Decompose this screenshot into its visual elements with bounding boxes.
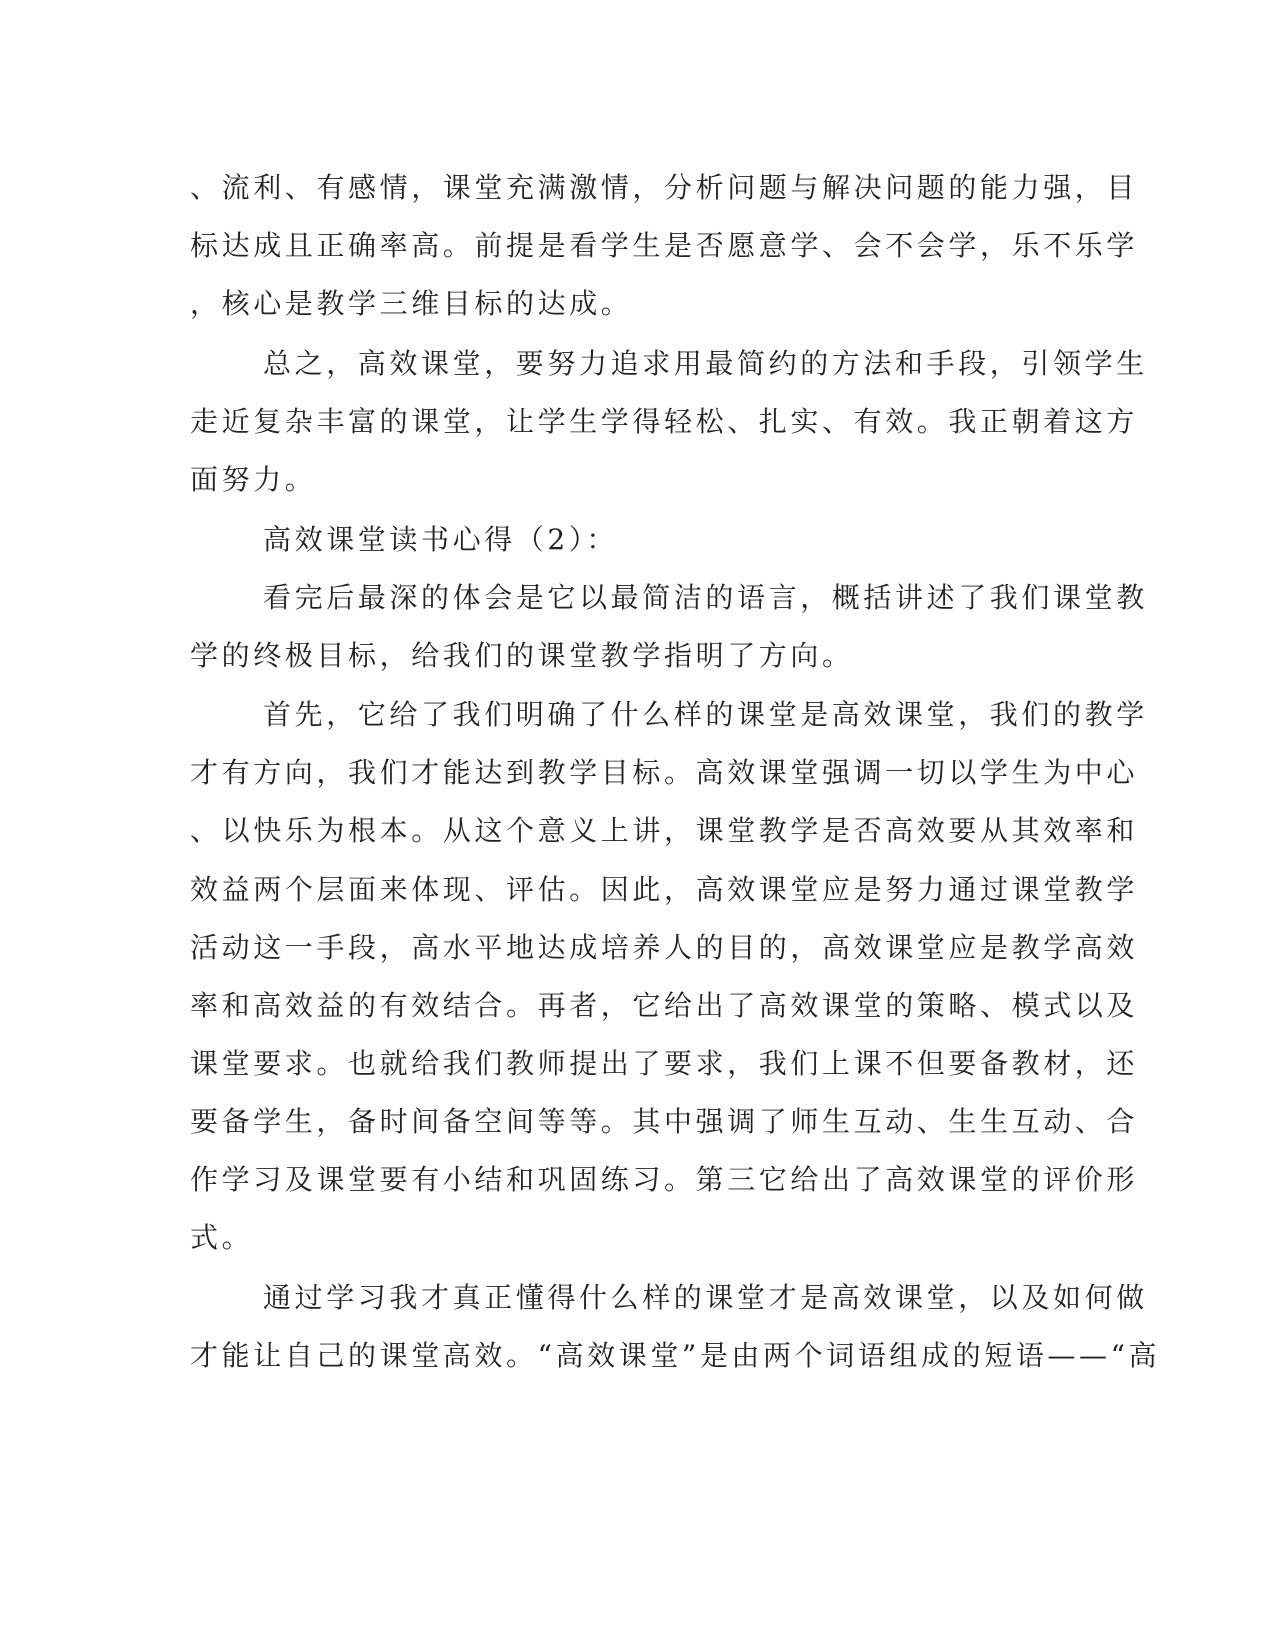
text-line: 才能让自己的课堂高效。“高效课堂”是由两个词语组成的短语——“高 — [190, 1339, 1161, 1372]
text-line: 要备学生，备时间备空间等等。其中强调了师生互动、生生互动、合 — [190, 1105, 1139, 1138]
text-line: 面努力。 — [190, 463, 317, 496]
section-heading: 高效课堂读书心得（2）： — [263, 523, 619, 556]
text-line: 走近复杂丰富的课堂，让学生学得轻松、扎实、有效。我正朝着这方 — [190, 405, 1139, 438]
paragraph-start-line: 首先，它给了我们明确了什么样的课堂是高效课堂，我们的教学 — [263, 698, 1148, 731]
text-line: 作学习及课堂要有小结和巩固练习。第三它给出了高效课堂的评价形 — [190, 1163, 1139, 1196]
text-line: 学的终极目标，给我们的课堂教学指明了方向。 — [190, 639, 854, 672]
text-line: 活动这一手段，高水平地达成培养人的目的，高效课堂应是教学高效 — [190, 931, 1139, 964]
text-line: 效益两个层面来体现、评估。因此，高效课堂应是努力通过课堂教学 — [190, 873, 1139, 906]
text-line: ，核心是教学三维目标的达成。 — [190, 287, 633, 320]
text-line: 课堂要求。也就给我们教师提出了要求，我们上课不但要备教材，还 — [190, 1047, 1139, 1080]
paragraph-start-line: 总之，高效课堂，要努力追求用最简约的方法和手段，引领学生 — [263, 347, 1148, 380]
paragraph-start-line: 通过学习我才真正懂得什么样的课堂才是高效课堂，以及如何做 — [263, 1281, 1148, 1314]
text-line: 标达成且正确率高。前提是看学生是否愿意学、会不会学，乐不乐学 — [190, 229, 1139, 262]
text-line: 、流利、有感情，课堂充满激情，分析问题与解决问题的能力强，目 — [190, 171, 1139, 204]
text-line: 式。 — [190, 1221, 254, 1254]
text-line: 、以快乐为根本。从这个意义上讲，课堂教学是否高效要从其效率和 — [190, 814, 1139, 847]
text-line: 才有方向，我们才能达到教学目标。高效课堂强调一切以学生为中心 — [190, 756, 1139, 789]
paragraph-start-line: 看完后最深的体会是它以最简洁的语言，概括讲述了我们课堂教 — [263, 581, 1148, 614]
text-line: 率和高效益的有效结合。再者，它给出了高效课堂的策略、模式以及 — [190, 989, 1139, 1022]
